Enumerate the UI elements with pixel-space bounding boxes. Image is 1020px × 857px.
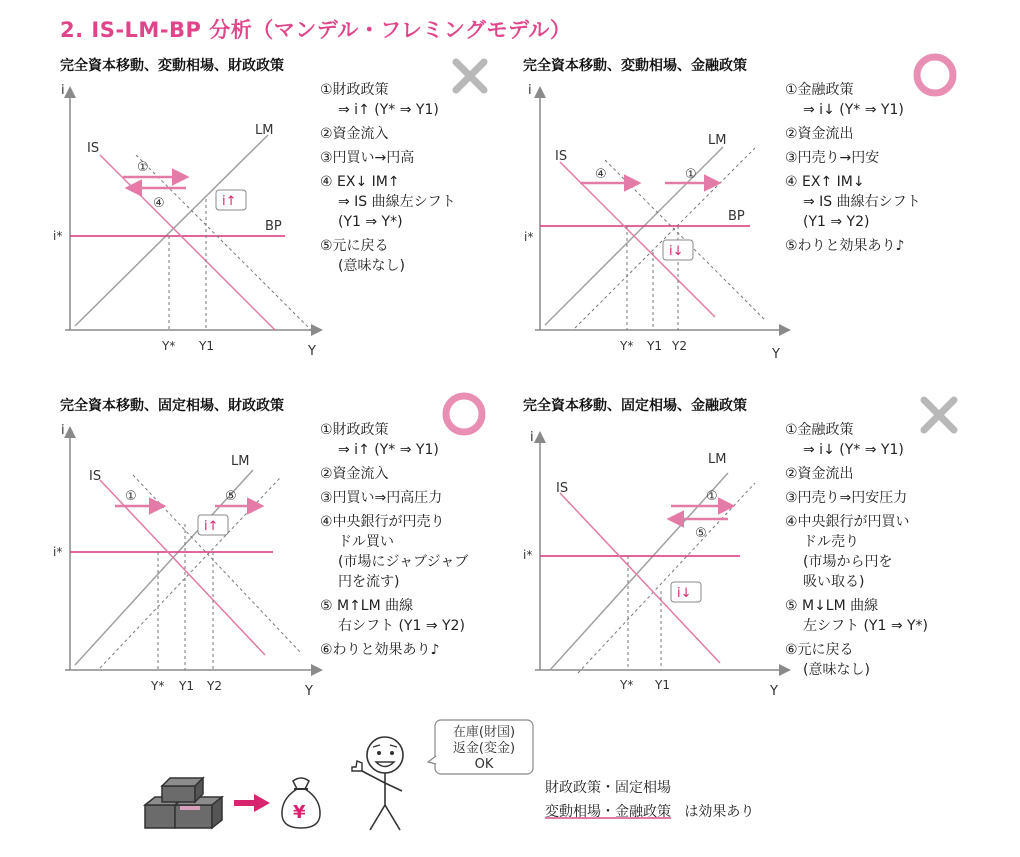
lm-curve: [550, 473, 728, 670]
x-tick-label: Y*: [151, 679, 165, 693]
note: ④中央銀行が円買い: [785, 514, 910, 530]
caption-line2b: は効果あり: [684, 804, 755, 820]
panel3-graph: [55, 420, 325, 705]
note: ③円売り⇒円安圧力: [785, 490, 908, 506]
x-tick-label: Y*: [620, 678, 634, 692]
step-marker: ①: [685, 167, 697, 182]
note: ⑤ M↓LM 曲線: [785, 598, 879, 614]
callout-text: i↓: [669, 244, 684, 259]
step-marker: ①: [706, 489, 718, 504]
panel1-graph: [55, 80, 325, 365]
is-label: IS: [89, 469, 102, 484]
bp-label: BP: [265, 219, 282, 234]
note: ⑤元に戻る: [320, 238, 389, 254]
x-tick-label: Y1: [199, 339, 214, 353]
x-tick-label: Y*: [620, 339, 634, 353]
caption-line2a: 変動相場・金融政策: [545, 804, 671, 820]
note: (市場から円を: [803, 554, 893, 570]
is-label: IS: [556, 481, 569, 496]
note: ④中央銀行が円売り: [320, 514, 445, 530]
note: 左シフト (Y1 ⇒ Y*): [803, 618, 929, 634]
yen-symbol: ¥: [293, 802, 306, 823]
note: ⇒ i↓ (Y* ⇒ Y1): [803, 102, 904, 118]
x-axis-label: Y: [305, 684, 313, 699]
note: ②資金流入: [320, 126, 389, 142]
y-axis-label: i: [61, 83, 65, 98]
panel2-subtitle: 完全資本移動、変動相場、金融政策: [523, 58, 747, 74]
note: ①金融政策: [785, 82, 854, 98]
is-label: IS: [87, 141, 100, 156]
panel2-graph: [520, 80, 795, 365]
note: ③円売り→円安: [785, 150, 880, 166]
note: 右シフト (Y1 ⇒ Y2): [338, 618, 465, 634]
istar-label: i*: [523, 548, 533, 562]
x-tick-label: Y1: [647, 339, 662, 353]
note: (意味なし): [803, 662, 870, 678]
note: ⇒ IS 曲線右シフト: [803, 194, 921, 210]
panel4-graph: [520, 425, 795, 710]
step-marker: ⑤: [225, 489, 237, 504]
note: (意味なし): [338, 258, 405, 274]
note: ②資金流入: [320, 466, 389, 482]
callout-text: i↑: [204, 519, 219, 534]
note: ⇒ i↑ (Y* ⇒ Y1): [338, 442, 439, 458]
caption-line1: 財政政策・固定相場: [545, 780, 671, 796]
is-label: IS: [555, 149, 568, 164]
is-curve: [560, 162, 715, 317]
lm-label: LM: [708, 452, 727, 467]
speech-line: OK: [474, 757, 494, 772]
x-tick-label: Y*: [162, 339, 176, 353]
lm-shifted-curve: [578, 483, 755, 673]
panel3-subtitle: 完全資本移動、固定相場、財政政策: [60, 398, 284, 414]
panel1-subtitle: 完全資本移動、変動相場、財政政策: [60, 58, 284, 74]
y-axis-label: i: [530, 430, 534, 445]
note: ⑤ M↑LM 曲線: [320, 598, 414, 614]
y-axis-label: i: [528, 83, 532, 98]
panel1-notes: [320, 80, 456, 276]
x-axis-label: Y: [770, 684, 778, 699]
x-tick-label: Y2: [672, 339, 687, 353]
note: ⇒ i↑ (Y* ⇒ Y1): [338, 102, 439, 118]
step-marker: ①: [137, 160, 149, 175]
page-title: 2. IS-LM-BP 分析（マンデル・フレミングモデル）: [60, 18, 572, 42]
stick-figure-icon: [340, 725, 430, 835]
x-tick-label: Y1: [179, 679, 194, 693]
cross-mark-icon: [450, 56, 490, 96]
x-tick-label: Y1: [655, 678, 670, 692]
note: ④ EX↓ IM↑: [320, 174, 400, 190]
note: ③円買い⇒円高圧力: [320, 490, 443, 506]
note: ④ EX↑ IM↓: [785, 174, 865, 190]
step-marker: ①: [125, 489, 137, 504]
note: ③円買い→円高: [320, 150, 415, 166]
summary-caption: [545, 776, 754, 824]
note: (Y1 ⇒ Y*): [338, 214, 403, 230]
money-bag-icon: [277, 775, 325, 830]
istar-label: i*: [53, 545, 63, 559]
speech-line: 返金(変金): [452, 741, 516, 756]
panel2-notes: [785, 80, 921, 256]
is-shifted-curve: [136, 155, 311, 330]
arrow-right-icon: [232, 792, 272, 814]
note: 吸い取る): [803, 574, 865, 590]
is-curve: [100, 155, 275, 330]
note: ⑥元に戻る: [785, 642, 854, 658]
y-axis-label: i: [61, 423, 65, 438]
lm-curve: [75, 135, 268, 326]
speech-bubble: [427, 718, 537, 776]
note: ドル買い: [338, 534, 394, 550]
step-marker: ⑤: [695, 526, 707, 541]
panel4-notes: [785, 420, 928, 680]
note: ⇒ i↓ (Y* ⇒ Y1): [803, 442, 904, 458]
speech-line: 在庫(財国): [452, 725, 516, 740]
callout-text: i↑: [222, 194, 237, 209]
boxes-icon: [140, 770, 225, 830]
note: (Y1 ⇒ Y2): [803, 214, 870, 230]
note: ⇒ IS 曲線左シフト: [338, 194, 456, 210]
x-axis-label: Y: [308, 344, 316, 359]
panel4-subtitle: 完全資本移動、固定相場、金融政策: [523, 398, 747, 414]
lm-label: LM: [255, 123, 274, 138]
lm-label: LM: [231, 454, 250, 469]
callout-text: i↓: [677, 586, 692, 601]
note: ⑤わりと効果あり♪: [785, 238, 905, 254]
note: ①財政政策: [320, 422, 389, 438]
istar-label: i*: [53, 229, 63, 243]
step-marker: ④: [595, 167, 607, 182]
step-marker: ④: [153, 196, 165, 211]
note: ①財政政策: [320, 82, 389, 98]
note: 円を流す): [338, 574, 400, 590]
note: ドル売り: [803, 534, 859, 550]
note: ②資金流出: [785, 466, 854, 482]
note: (市場にジャブジャブ: [338, 554, 469, 570]
istar-label: i*: [524, 230, 534, 244]
x-tick-label: Y2: [207, 679, 222, 693]
x-axis-label: Y: [772, 347, 780, 362]
bp-label: BP: [728, 209, 745, 224]
note: ⑥わりと効果あり♪: [320, 642, 440, 658]
note: ①金融政策: [785, 422, 854, 438]
panel3-notes: [320, 420, 468, 660]
lm-label: LM: [708, 133, 727, 148]
note: ②資金流出: [785, 126, 854, 142]
